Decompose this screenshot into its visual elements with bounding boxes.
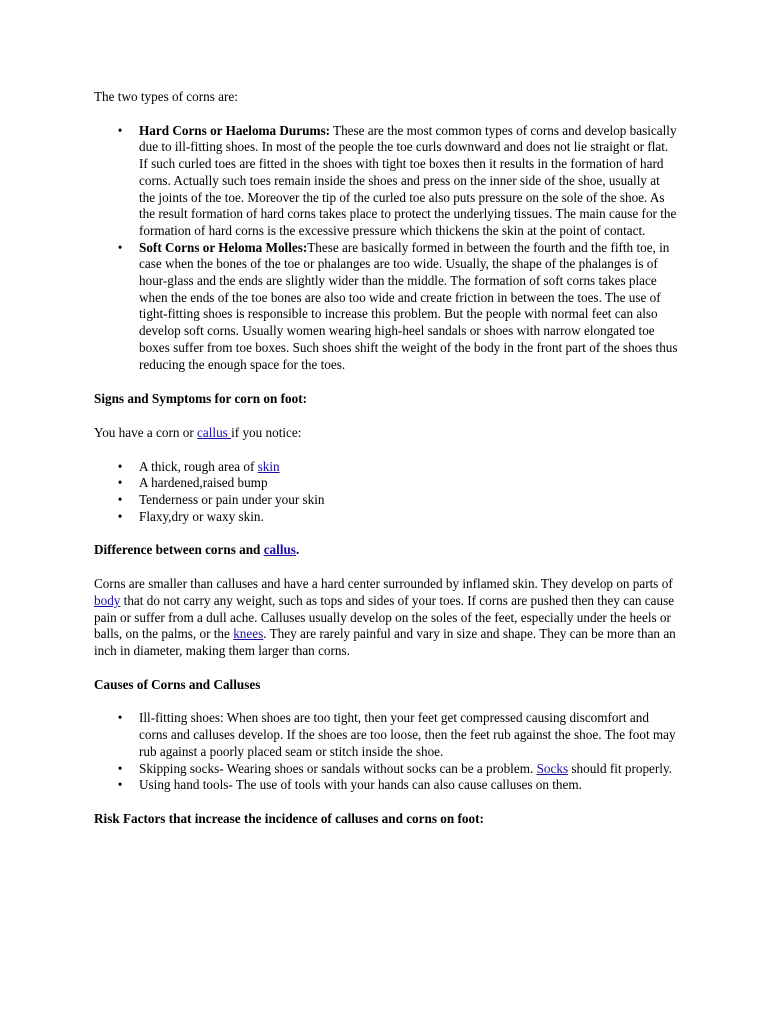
cause-text-after: should fit properly.	[568, 760, 672, 776]
risk-factors-heading: Risk Factors that increase the incidence of calluses and corns on foot:	[94, 810, 484, 826]
bullet-icon: •	[117, 458, 123, 474]
corn-types-list	[94, 123, 678, 374]
symptom-text: Tenderness or pain under your skin	[139, 492, 325, 508]
difference-text-2: that do not carry any weight, such as tops and sides of your toes. If corns are pushed then they can cause pain or suffer from a dull ache. Calluses usually develop on the soles of the feet, especially under the heels or balls, on the palms, or the	[94, 592, 675, 642]
list-item	[117, 475, 678, 492]
list-item	[117, 710, 678, 760]
symptoms-intro-before: You have a corn or	[94, 424, 198, 440]
symptoms-list	[94, 459, 678, 526]
list-item	[117, 122, 678, 240]
bullet-icon: •	[117, 492, 123, 508]
bullet-icon: •	[117, 760, 123, 776]
cause-text: Ill-fitting shoes: When shoes are too tight, then your feet get compressed causing discomfort and corns and calluses develop. If the shoes are too loose, then the feet rub against the shoe. The foot may rub against a poorly placed seam or stitch inside the shoe.	[139, 710, 676, 759]
list-item	[117, 777, 678, 794]
callus-heading-link[interactable]: callus	[263, 542, 296, 558]
term-soft-corns: Soft Corns or Heloma Molles:	[139, 239, 308, 255]
causes-heading: Causes of Corns and Calluses	[94, 676, 261, 692]
bullet-icon: •	[117, 508, 123, 524]
soft-corns-description: These are basically formed in between the fourth and the fifth toe, in case when the bones of the toe or phalanges are too wide. Usually, the shape of the phalanges is of hour-glass and the ends are slightly wider than the middle. The formation of soft corns takes place when the ends of the toe bones are also too wide and create friction in between the toes. The use of tight-fitting shoes is responsible to increase this problem. But the people with normal feet can also develop soft corns. Usually women wearing high-heel sandals or shoes with narrow elongated toe boxes suffer from toe boxes. Such shoes shift the weight of the body in the front part of the shoes thus reducing the enough space for the toes.	[139, 239, 678, 372]
difference-heading-period: .	[295, 542, 300, 558]
difference-text-3: . They are rarely painful and vary in size and shape. They can be more than an inch in diameter, making them larger than corns.	[94, 626, 676, 658]
socks-link[interactable]: Socks	[536, 760, 569, 776]
term-hard-corns: Hard Corns or Haeloma Durums:	[139, 122, 330, 138]
hard-corns-description: These are the most common types of corns and develop basically due to ill-fitting shoes. In most of the people the toe curls downward and does not lie straight or flat. If such curled toes are fitted in the shoes with tight toe boxes then it results in the formation of hard corns. Actually such toes remain inside the shoes and press on the inner side of the shoe, usually at the joints of the toe. Moreover the tip of the curled toe also puts pressure on the sole of the shoe. As the result formation of hard corns takes place to protect the underlying tissues. The main cause for the formation of hard corns is the excessive pressure which thickens the skin at the point of contact.	[139, 122, 677, 238]
cause-text: Using hand tools- The use of tools with your hands can also cause calluses on them.	[139, 777, 582, 793]
intro-text: The two types of corns are:	[94, 89, 238, 104]
knees-link[interactable]: knees	[233, 626, 264, 642]
symptoms-intro-after: if you notice:	[231, 424, 302, 440]
difference-heading	[94, 542, 678, 559]
list-item	[117, 508, 678, 526]
bullet-icon: •	[117, 710, 123, 726]
skin-link[interactable]: skin	[257, 458, 280, 474]
difference-text-1: Corns are smaller than calluses and have a hard center surrounded by inflamed skin. They develop on parts of	[94, 576, 673, 592]
list-item	[117, 239, 678, 374]
symptoms-heading: Signs and Symptoms for corn on foot:	[94, 391, 307, 407]
symptoms-intro	[94, 425, 678, 442]
list-item	[117, 492, 678, 509]
symptom-text: A thick, rough area of	[139, 458, 258, 474]
bullet-icon: •	[117, 122, 123, 138]
causes-list	[94, 710, 678, 794]
difference-heading-text: Difference between corns and	[94, 542, 264, 558]
list-item	[117, 760, 678, 778]
bullet-icon: •	[117, 777, 123, 793]
symptom-text: A hardened,raised bump	[139, 475, 268, 491]
difference-paragraph	[94, 576, 678, 660]
bullet-icon: •	[117, 239, 123, 255]
bullet-icon: •	[117, 475, 123, 491]
symptom-text: Flaxy,dry or waxy skin.	[139, 508, 264, 524]
list-item	[117, 458, 678, 476]
cause-text: Skipping socks- Wearing shoes or sandals without socks can be a problem.	[139, 760, 537, 776]
body-link[interactable]: body	[94, 592, 121, 608]
callus-link[interactable]: callus	[197, 424, 232, 440]
